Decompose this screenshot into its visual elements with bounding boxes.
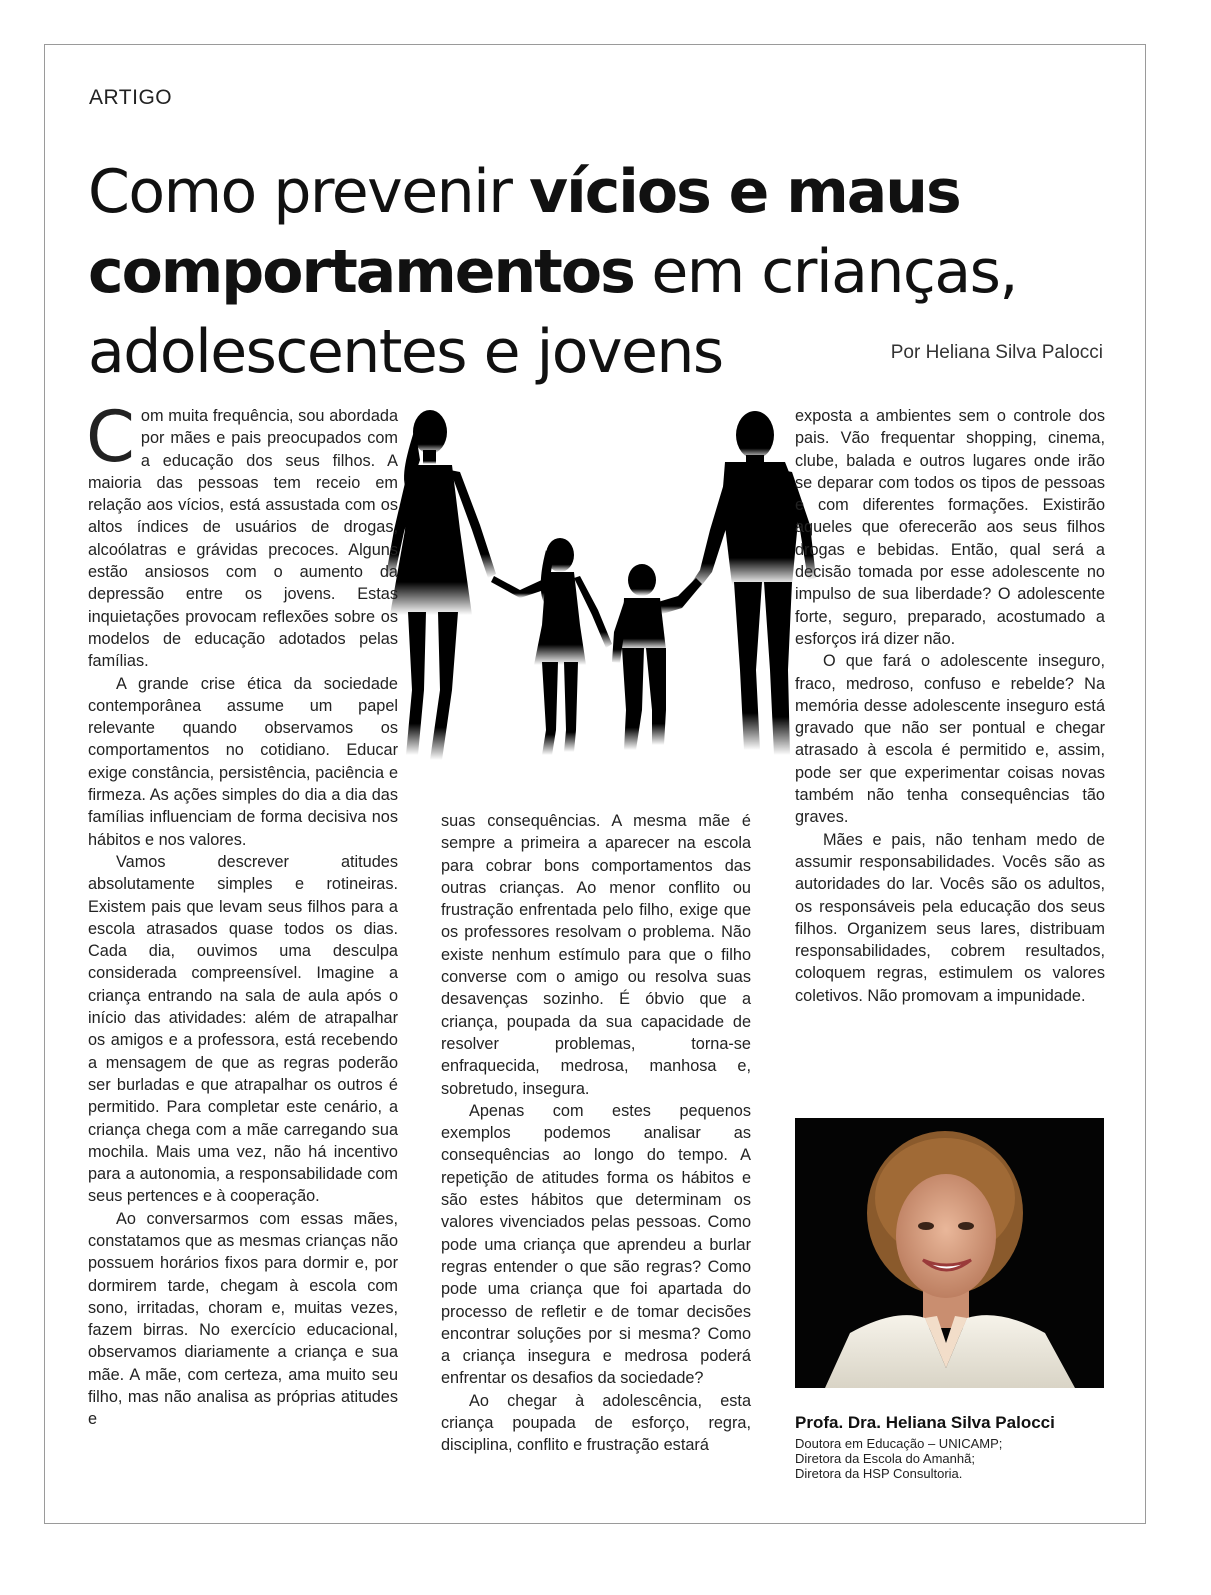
author-caption bbox=[795, 1413, 1115, 1481]
paragraph bbox=[86, 396, 398, 673]
article-column-2 bbox=[441, 810, 751, 1457]
section-label: ARTIGO bbox=[89, 86, 173, 109]
author-photo bbox=[795, 1118, 1104, 1388]
byline: Por Heliana Silva Palocci bbox=[890, 342, 1103, 363]
headline-bold: vícios e maus comportamentos bbox=[88, 157, 960, 307]
paragraph: Ao chegar à adolescência, esta criança poupada de esforço, regra, disciplina, conflito e frustração estará bbox=[441, 1391, 751, 1455]
paragraph: O que fará o adolescente inseguro, fraco, medroso, confuso e rebelde? Na memória desse adolescente inseguro está gravado que não ser pontual e chegar atrasado à escola é permitido e, assim, pode ser que experimentar coisas novas também não tenha consequências tão graves. bbox=[795, 652, 1105, 827]
paragraph: Vamos descrever atitudes absolutamente simples e rotineiras. Existem pais que levam seus filhos para a escola atrasados quase todos os dias. Cada dia, ouvimos uma desculpa considerada compreensível. Imagine a criança entrando na sala de aula após o início das atividades: além de atrapalhar os amigos e a professora, está recebendo a mensagem de que as regras poderão ser burladas e que atrapalhar os outros é permitido. Para completar este cenário, a criança chega com a mãe carregando sua mochila. Mais uma vez, não há incentivo para a autonomia, a responsabilidade com seus pertences e à cooperação. bbox=[88, 852, 398, 1206]
paragraph: suas consequências. A mesma mãe é sempre a primeira a aparecer na escola para cobrar bons comportamentos das outras crianças. Ao menor conflito ou frustração enfrentada pelo filho, exige que os professores resolvam o problema. Não existe nenhum estímulo para que o filho converse com o amigo ou resolva suas desavenças sozinho. É óbvio que a criança, poupada da sua capacidade de resolver problemas, torna-se enfraquecida, medrosa, manhosa e, sobretudo, insegura. bbox=[441, 812, 751, 1098]
article-column-1 bbox=[86, 396, 398, 1431]
paragraph: exposta a ambientes sem o controle dos pais. Vão frequentar shopping, cinema, clube, balada e outros lugares onde irão se deparar com todos os tipos de pessoas e com diferentes formações. Existirão aqueles que oferecerão aos seus filhos drogas e bebidas. Então, qual será a decisão tomada por esse adolescente no impulso de sua liberdade? O adolescente forte, seguro, preparado, acostumado a esforços irá dizer não. bbox=[795, 407, 1105, 648]
paragraph: Mães e pais, não tenham medo de assumir responsabilidades. Vocês são as autoridades do lar. Vocês são os adultos, os responsáveis pela educação dos seus filhos. Organizem seus lares, distribuam responsabilidades, cobrem resultados, coloquem regras, estimulem os valores coletivos. Não promovam a impunidade. bbox=[795, 830, 1105, 1005]
paragraph: A grande crise ética da sociedade contemporânea assume um papel relevante quando observamos os comportamentos no cotidiano. Educar exige constância, persistência, paciência e firmeza. As ações simples do dia a dia das famílias influenciam de forma decisiva nos hábitos e nos valores. bbox=[88, 674, 398, 849]
author-name: Profa. Dra. Heliana Silva Palocci bbox=[795, 1413, 1055, 1432]
paragraph: Ao conversarmos com essas mães, constatamos que as mesmas crianças não possuem horários fixos para dormir e, por dormirem tarde, chegam à escola com sono, irritadas, choram e, muitas vezes, fazem birras. No exercício educacional, observamos diariamente a criança e sua mãe. A mãe, com certeza, ama muito seu filho, mas não analisa as próprias atitudes e bbox=[88, 1209, 398, 1429]
drop-cap: C bbox=[86, 396, 135, 478]
author-portrait-illustration bbox=[795, 1118, 1104, 1388]
article-column-3 bbox=[795, 405, 1105, 1007]
headline-part2: em crianças, adolescentes e jovens bbox=[88, 237, 1017, 387]
headline-part1: Como prevenir bbox=[88, 157, 530, 227]
author-credential: Doutora em Educação – UNICAMP; bbox=[795, 1436, 1003, 1451]
family-silhouette-illustration bbox=[360, 400, 830, 810]
author-credential: Diretora da Escola do Amanhã; bbox=[795, 1451, 975, 1466]
paragraph: Apenas com estes pequenos exemplos podemos analisar as consequências ao longo do tempo. A repetição de atitudes forma os hábitos e são estes hábitos que determinam os valores vivenciados pelas pessoas. Como pode uma criança que aprendeu a burlar regras entender o que são regras? Como pode uma criança que foi apartada do processo de refletir e de tomar decisões encontrar soluções por si mesma? Como a criança insegura e medrosa poderá enfrentar os desafios da sociedade? bbox=[441, 1101, 751, 1388]
paragraph-text: om muita frequência, sou abordada por mães e pais preocupados com a educação dos seus filhos. A maioria das pessoas tem receio em relação aos vícios, está assustada com os altos índices de usuários de drogas, alcoólatras e grávidas precoces. Alguns estão ansiosos com o aumento da depressão entre os jovens. Estas inquietações provocam reflexões sobre os modelos de educação adotados pelas famílias. bbox=[88, 407, 398, 671]
author-credential: Diretora da HSP Consultoria. bbox=[795, 1466, 963, 1481]
